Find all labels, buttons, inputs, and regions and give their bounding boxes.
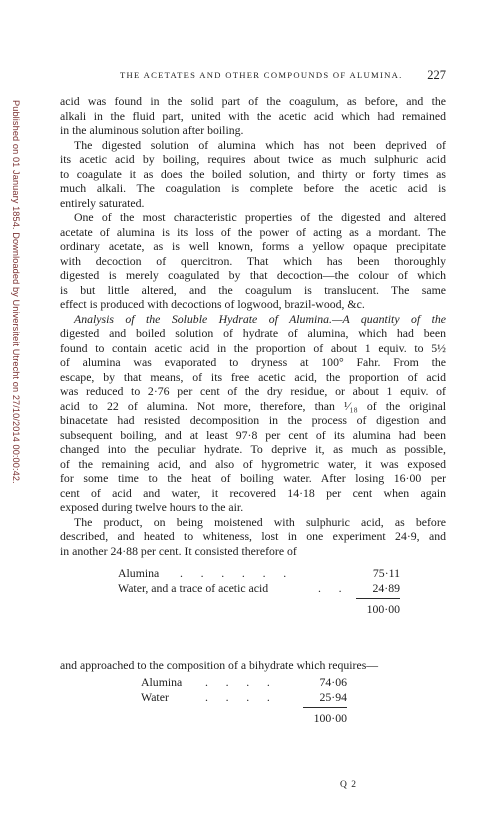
text-line: cent of acid and water, it recovered 14·18 per cent when again	[60, 485, 446, 500]
leader-dots: . . . .	[205, 689, 270, 704]
text-line: effect is produced with decoctions of logwood, brazil-wood, &c.	[60, 297, 365, 311]
text-line: with decoction of quercitron. That which has been thoroughly	[60, 253, 446, 268]
section-heading-line: Analysis of the Soluble Hydrate of Alumina.—A quantity of the	[74, 311, 446, 326]
table-value: 74·06	[319, 675, 347, 689]
composition-table-required	[141, 675, 347, 726]
sum-rule	[303, 707, 347, 708]
download-notice	[5, 100, 21, 660]
text-line: and approached to the composition of a bihydrate which requires—	[60, 658, 379, 672]
leader-dots: . .	[318, 580, 342, 595]
table-label: Alumina	[141, 675, 183, 689]
text-line: in the aluminous solution after boiling.	[60, 123, 244, 137]
text-line: The product, on being moistened with sulphuric acid, as before	[74, 514, 446, 529]
text-line: described, and heated to whiteness, lost in one experiment 24·9, and	[60, 529, 446, 543]
download-notice-text: Published on 01 January 1854. Downloaded by Universiteit Utrecht on 27/10/2014 00:00:42.	[11, 100, 21, 484]
table-total: 100·00	[366, 602, 400, 616]
text-line: entirely saturated.	[60, 195, 145, 210]
table-row	[141, 675, 347, 690]
text-line: in another 24·88 per cent. It consisted therefore of	[60, 543, 297, 558]
text-line: alkali in the fluid part, united with the acetic acid which had remained	[60, 108, 446, 123]
text-line: acid to 22 of alumina. Not more, therefore, than ¹⁄₁₈ of the original	[60, 398, 446, 413]
text-line: was reduced to 2·76 per cent of the dry residue, or about 1 equiv. of	[60, 384, 446, 398]
signature-mark: Q 2	[340, 780, 357, 790]
table-total: 100·00	[313, 711, 347, 725]
composition-table-found	[118, 566, 400, 617]
text-line: of alumina was evaporated to dryness at 100° Fahr. From the	[60, 355, 446, 369]
text-line: changed into the peculiar hydrate. To deprive it, as much as possible,	[60, 442, 446, 456]
text-line: digested is merely coagulated by that decoction—the colour of which	[60, 268, 446, 282]
running-title: THE ACETATES AND OTHER COMPOUNDS OF ALUMINA.	[120, 70, 403, 80]
text-line: of the remaining acid, and also of hygrometric water, it was exposed	[60, 456, 446, 471]
text-line: digested and boiled solution of hydrate of alumina, which had been	[60, 326, 446, 340]
sum-rule	[356, 598, 400, 599]
leader-dots: . . . .	[205, 675, 270, 689]
table-label: Alumina	[118, 566, 160, 580]
text-line: One of the most characteristic properties of the digested and altered	[74, 210, 446, 224]
table-value: 24·89	[372, 580, 400, 595]
leader-dots: . . . . . .	[180, 566, 287, 580]
page-header	[60, 68, 446, 84]
table-value: 75·11	[372, 566, 400, 580]
table-value: 25·94	[319, 689, 347, 704]
table-label: Water, and a trace of acetic acid	[118, 580, 269, 595]
text-line: subsequent boiling, and at least 97·8 per cent of its alumina had been	[60, 427, 446, 442]
table-label: Water	[141, 689, 169, 704]
table-row	[118, 566, 400, 581]
text-line: for some time to the heat of boiling water. After losing 16·00 per	[60, 471, 446, 485]
page-number: 227	[427, 68, 446, 82]
text-line: ordinary acetate, as is well known, forms a yellow opaque precipitate	[60, 239, 446, 253]
text-line: escape, by that means, of its free acetic acid, the proportion of acid	[60, 369, 446, 384]
text-line: exposed during twelve hours to the air.	[60, 500, 244, 514]
table-row	[118, 581, 400, 596]
table-row	[141, 690, 347, 705]
table-total-row	[118, 602, 400, 617]
text-line: to coagulate it as does the boiled solution, and thirty or forty times as	[60, 166, 446, 181]
text-line: found to contain acetic acid in the proportion of about 1 equiv. to 5½	[60, 340, 446, 355]
body-text	[60, 94, 446, 558]
text-line: much alkali. The coagulation is complete before the acetic acid is	[60, 181, 446, 195]
text-line: The digested solution of alumina which has not been deprived of	[74, 137, 446, 152]
table-total-row	[141, 711, 347, 726]
text-line: binacetate had resisted decomposition in the process of digestion and	[60, 413, 446, 427]
text-line: acid was found in the solid part of the coagulum, as before, and the	[60, 94, 446, 108]
text-line: acetate of alumina is its loss of the power of acting as a mordant. The	[60, 224, 446, 239]
text-line: is but little altered, and the coagulum is translucent. The same	[60, 282, 446, 297]
text-line: its acetic acid by boiling, requires about twice as much sulphuric acid	[60, 152, 446, 166]
